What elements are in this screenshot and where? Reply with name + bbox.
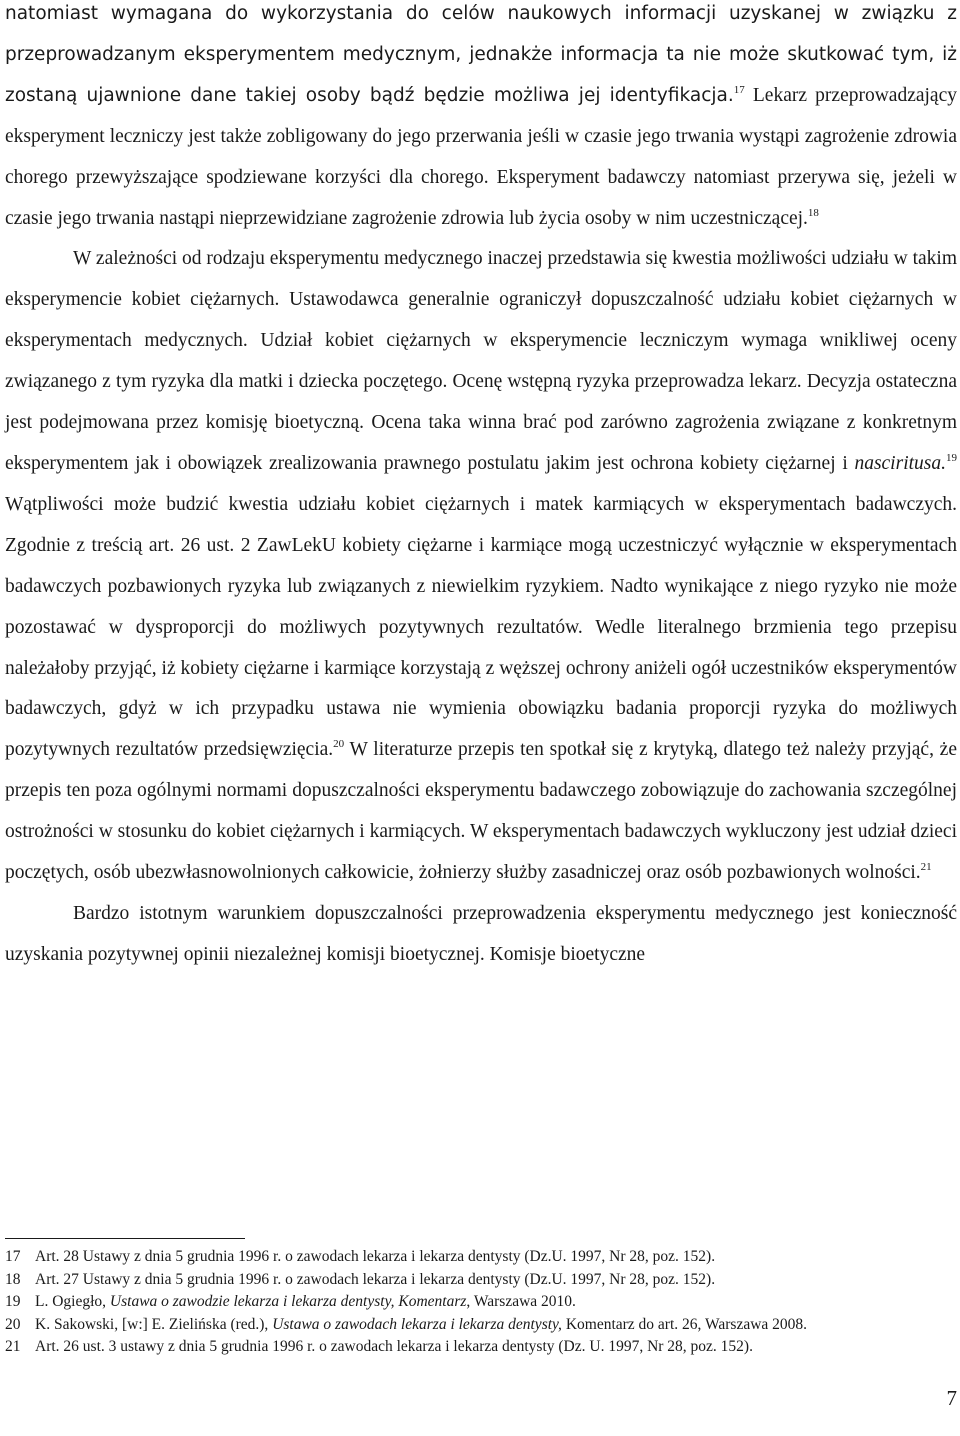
- footnote-author: L. Ogiegło,: [35, 1293, 110, 1311]
- page-number: 7: [946, 1386, 957, 1410]
- footnote-text: Art. 28 Ustawy z dnia 5 grudnia 1996 r. o zawodach lekarza i lekarza dentysty (Dz.U. 1997, Nr 28, poz. 152).: [35, 1248, 716, 1265]
- footnote-reference-17[interactable]: 17: [733, 83, 745, 96]
- footnote-title: Ustawa o zawodzie lekarza i lekarza dentysty, Komentarz: [109, 1293, 467, 1311]
- footnote-text: [35, 1291, 957, 1314]
- paragraph-text: Wątpliwości może budzić kwestia udziału kobiet ciężarnych i matek karmiących w eksperymentach badawczych. Zgodnie z treścią art. 26 ust. 2 ZawLekU kobiety ciężarne i karmiące mogą uczestniczyć wyłącznie w eksperymentach badawczych pozbawionych ryzyka lub związanych z niewielkim ryzykiem. Nadto wynikające z niego ryzyko nie może pozostawać w dysproporcji do możliwych pozytywnych rezultatów. Wedle literalnego brzmienia tego przepisu należałoby przyjąć, iż kobiety ciężarne i karmiące korzystają z węższej ochrony aniżeli ogół uczestników eksperymentów badawczych, gdyż w ich przypadku ustawa nie wymienia obowiązku badania proporcji ryzyka do możliwych pozytywnych rezultatów przedsięwzięcia.: [5, 493, 957, 761]
- footnote-reference-18[interactable]: 18: [807, 206, 819, 219]
- footnote-number: 17: [5, 1248, 21, 1265]
- footnote-20: [5, 1314, 957, 1337]
- footnote-number: 18: [5, 1270, 21, 1288]
- italic-term: nasciritusa.: [854, 452, 946, 474]
- footnote-separator: [5, 1238, 245, 1239]
- footnote-number: 21: [5, 1338, 21, 1356]
- paragraph-bioethics-committee: [5, 894, 957, 976]
- body-text: [5, 0, 957, 976]
- footnote-author: K. Sakowski, [w:] E. Zielińska (red.),: [35, 1315, 273, 1333]
- footnote-title: Ustawa o zawodach lekarza i lekarza dentysty,: [272, 1315, 562, 1333]
- paragraph-text: W zależności od rodzaju eksperymentu medycznego inaczej przedstawia się kwestia możliwości udziału w takim eksperymencie kobiet ciężarnych. Ustawodawca generalnie ograniczył dopuszczalność udziału kobiet ciężarnych w eksperymentach medycznych. Udział kobiet ciężarnych w eksperymencie leczniczym wymaga wnikliwej oceny związanego z tym ryzyka dla matki i dziecka poczętego. Ocenę wstępną ryzyka przeprowadza lekarz. Decyzja ostateczna jest podejmowana przez komisję bioetyczną. Ocena taka winna brać pod zarówno zagrożenia związane z konkretnym eksperymentem jak i obowiązek zrealizowania prawnego postulatu jakim jest ochrona kobiety ciężarnej i: [5, 248, 957, 474]
- paragraph-continuation: [5, 0, 957, 239]
- paragraph-text: Bardzo istotnym warunkiem dopuszczalności przeprowadzenia eksperymentu medycznego jest konieczność uzyskania pozytywnej opinii niezależnej komisji bioetycznej. Komisje bioetyczne: [5, 902, 957, 965]
- footnote-publication: Komentarz do art. 26, Warszawa 2008.: [561, 1315, 808, 1333]
- footnote-reference-19[interactable]: 19: [946, 451, 957, 464]
- footnote-19: [5, 1291, 957, 1314]
- footnote-text: [35, 1314, 957, 1337]
- paragraph-text: natomiast wymagana do wykorzystania do celów naukowych informacji uzyskanej w związku z przeprowadzanym eksperymentem medycznym, jednakże informacja ta nie może skutkować tym, iż zostaną ujawnione dane takiej osoby bądź będzie możliwa jej identyfikacja.: [5, 3, 957, 106]
- footnote-reference-20[interactable]: 20: [333, 738, 345, 751]
- paragraph-pregnant-women: [5, 239, 957, 894]
- footnote-18: [5, 1269, 957, 1292]
- document-page: [5, 0, 957, 1436]
- footnote-17: [5, 1246, 957, 1269]
- footnote-reference-21[interactable]: 21: [920, 861, 932, 874]
- footnote-number: 20: [5, 1315, 21, 1333]
- footnote-text: Art. 27 Ustawy z dnia 5 grudnia 1996 r. o zawodach lekarza i lekarza dentysty (Dz.U. 1997, Nr 28, poz. 152).: [35, 1270, 716, 1288]
- paragraph-text: Lekarz przeprowadzający eksperyment leczniczy jest także zobligowany do jego przerwania jeśli w czasie jego trwania wystąpi zagrożenie zdrowia chorego przewyższające spodziewane korzyści dla chorego. Eksperyment badawczy natomiast przerywa się, jeżeli w czasie jego trwania nastąpi nieprzewidziane zagrożenie zdrowia lub życia osoby w nim uczestniczącej.: [5, 84, 957, 229]
- footnotes: [5, 1246, 957, 1359]
- footnote-publication: , Warszawa 2010.: [466, 1293, 576, 1311]
- footnote-number: 19: [5, 1293, 21, 1311]
- footnote-21: [5, 1336, 957, 1359]
- paragraph-text: W literaturze przepis ten spotkał się z krytyką, dlatego też należy przyjąć, że przepis ten poza ogólnymi normami dopuszczalności eksperymentu badawczego zobowiązuje do zachowania szczególnej ostrożności w stosunku do kobiet ciężarnych i karmiących. W eksperymentach badawczych wykluczony jest udział dzieci poczętych, osób ubezwłasnowolnionych całkowicie, żołnierzy służby zasadniczej oraz osób pozbawionych wolności.: [5, 739, 957, 884]
- footnote-text: Art. 26 ust. 3 ustawy z dnia 5 grudnia 1996 r. o zawodach lekarza i lekarza dentysty (Dz. U. 1997, Nr 28, poz. 152).: [35, 1338, 753, 1356]
